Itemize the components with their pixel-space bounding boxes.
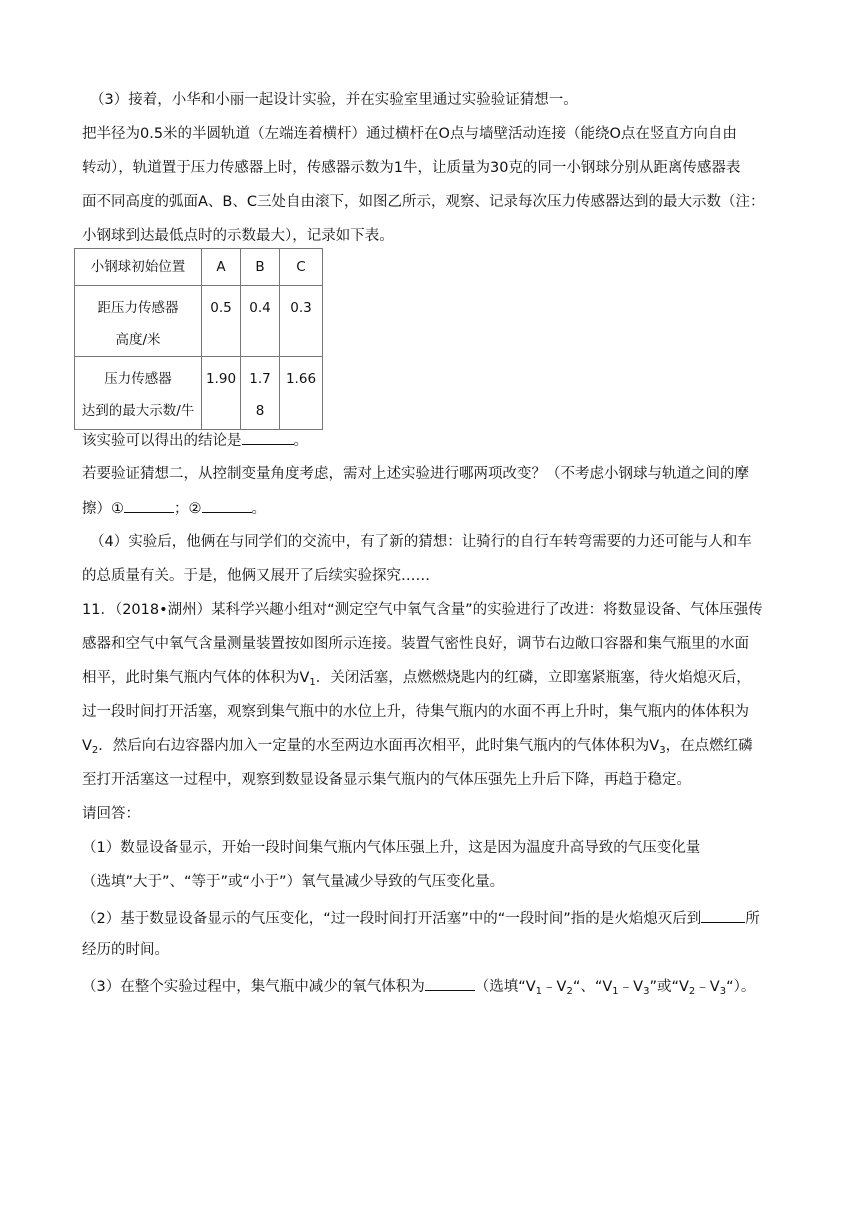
conclusion-text: 该实验可以得出的结论是 (82, 433, 242, 449)
text-run: “、“V (572, 979, 613, 995)
text-run: ﹣V (695, 979, 720, 995)
text-run: 相平，此时集气瓶内气体的体积为V (82, 670, 310, 686)
subscript: 1 (612, 986, 619, 997)
question-11-title: 11．（2018•湖州）某科学兴趣小组对“测定空气中氧气含量”的实验进行了改进：将数显设备、气体压强传 (82, 602, 763, 618)
answer-3-line (82, 974, 755, 997)
text-run: V (82, 738, 92, 754)
text-run: （3）在整个实验过程中，集气瓶中减少的氧气体积为 (82, 979, 425, 995)
table-label-line: 达到的最大示数/牛 (81, 403, 195, 419)
table-header-cell: A (202, 249, 241, 286)
answer-blank[interactable] (701, 906, 745, 923)
table-cell: 0.5 (202, 286, 241, 357)
subscript: 1 (309, 677, 316, 688)
punctuation: 。 (293, 433, 308, 449)
table-row-label (75, 286, 202, 357)
answer-blank[interactable] (425, 974, 475, 991)
table-header-row (75, 249, 323, 286)
table-cell (241, 357, 280, 430)
answer-blank-2[interactable] (202, 496, 252, 513)
table-label-line: 高度/米 (115, 332, 161, 348)
answer-blank[interactable] (242, 428, 294, 445)
table-header-cell: C (280, 249, 323, 286)
text-run: ，在点燃红磷 (665, 738, 753, 754)
text-run: ﹣V (542, 979, 567, 995)
text-run: ”或“V (649, 979, 689, 995)
subscript: 2 (91, 745, 99, 756)
paragraph-line: 的总质量有关。于是，他俩又展开了后续实验探究…… (82, 568, 430, 584)
subscript: 1 (535, 986, 543, 997)
subscript: 3 (719, 986, 727, 997)
table-header-cell: 小钢球初始位置 (75, 249, 202, 286)
table-cell-line: 8 (255, 403, 265, 419)
table-cell: 1.90 (202, 357, 241, 430)
answer-1-line: （选填”大于”、“等于”或“小于”）氧气量减少导致的气压变化量。 (82, 874, 505, 890)
question-line (82, 496, 266, 519)
subscript: 3 (659, 745, 666, 756)
table-label-line: 距压力传感器 (97, 300, 179, 316)
table-cell: 0.4 (241, 286, 280, 357)
question-11-line: 感器和空气中氧气含量测量装置按如图所示连接。装置气密性良好，调节右边敞口容器和集气瓶里的水面 (82, 636, 749, 652)
table-cell-line: 1.7 (249, 371, 271, 387)
question-11-line (82, 668, 751, 688)
text-run: “）。 (726, 979, 756, 995)
table-row-force (75, 357, 323, 430)
question-11-line (82, 736, 753, 756)
paragraph-step3: （3）接着，小华和小丽一起设计实验，并在实验室里通过实验验证猜想一。 (90, 92, 578, 108)
table-cell: 1.66 (280, 357, 323, 430)
paragraph-step4: （4）实验后，他俩在与同学们的交流中，有了新的猜想：让骑行的自行车转弯需要的力还可能与人和车 (90, 534, 752, 550)
question-11-line: 至打开活塞这一过程中，观察到数显设备显示集气瓶内的气体压强先上升后下降，再趋于稳定。 (82, 772, 691, 788)
question-11-prompt: 请回答： (82, 806, 140, 822)
conclusion-line (82, 428, 308, 451)
table-header-cell: B (241, 249, 280, 286)
subscript: 3 (643, 986, 650, 997)
text-run: ．然后向右边容器内加入一定量的水至两边水面再次相平，此时集气瓶内的气体体积为V (98, 738, 660, 754)
question-line: 若要验证猜想二，从控制变量角度考虑，需对上述实验进行哪两项改变？（不考虑小钢球与轨道之间的摩 (82, 466, 749, 482)
subscript: 2 (688, 986, 696, 997)
paragraph-line: 小钢球到达最低点时的示数最大），记录如下表。 (82, 228, 394, 244)
paragraph-line: 转动），轨道置于压力传感器上时，传感器示数为1牛，让质量为30克的同一小钢球分别从距离传感器表 (82, 160, 741, 176)
experiment-table (74, 248, 323, 430)
text-run: 所 (745, 911, 760, 927)
question-text: ；② (174, 501, 202, 517)
paragraph-line: 把半径为0.5米的半圆轨道（左端连着横杆）通过横杆在O点与墙壁活动连接（能绕O点在竖直方向自由 (82, 126, 737, 142)
question-text: 擦）① (82, 501, 124, 517)
answer-1-line: （1）数显设备显示，开始一段时间集气瓶内气体压强上升，这是因为温度升高导致的气压变化量 (82, 840, 701, 856)
table-row-label (75, 357, 202, 430)
text-run: （选填“V (474, 979, 536, 995)
answer-2-line: 经历的时间。 (82, 942, 169, 958)
text-run: （2）基于数显设备显示的气压变化，“过一段时间打开活塞”中的“一段时间”指的是火焰熄灭后到 (82, 911, 702, 927)
answer-2-line (82, 906, 760, 929)
answer-blank-1[interactable] (124, 496, 174, 513)
table-cell: 0.3 (280, 286, 323, 357)
subscript: 2 (566, 986, 573, 997)
text-run: ﹣V (618, 979, 644, 995)
text-run: ．关闭活塞，点燃燃烧匙内的红磷，立即塞紧瓶塞，待火焰熄灭后， (315, 670, 751, 686)
punctuation: 。 (251, 501, 266, 517)
table-label-line: 压力传感器 (104, 371, 172, 387)
question-11-line: 过一段时间打开活塞，观察到集气瓶中的水位上升，待集气瓶内的水面不再上升时，集气瓶内的体体积为 (82, 704, 749, 720)
paragraph-line: 面不同高度的弧面A、B、C三处自由滚下，如图乙所示，观察、记录每次压力传感器达到的最大示数（注： (82, 194, 765, 210)
table-row-height (75, 286, 323, 357)
